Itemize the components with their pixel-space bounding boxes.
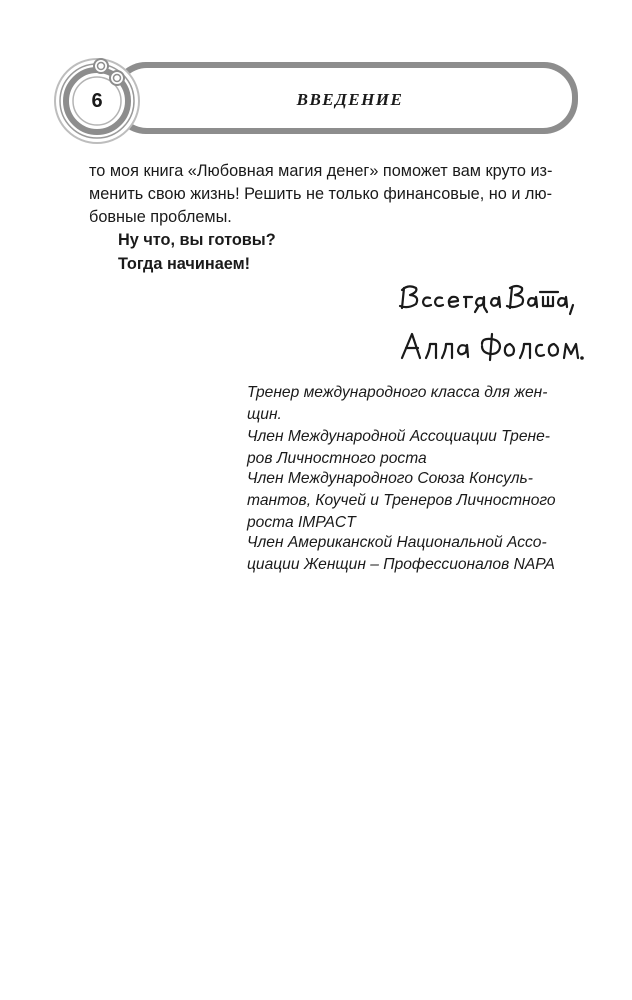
paragraph-line: бовные проблемы. bbox=[89, 208, 232, 226]
sig-stroke bbox=[536, 345, 544, 356]
credential-line: Член Международной Ассоциации Трене- bbox=[247, 428, 550, 445]
call-line: Тогда начинаем! bbox=[118, 255, 251, 273]
sig-stroke bbox=[520, 344, 530, 358]
sig-stroke bbox=[549, 344, 558, 356]
handwritten-signature bbox=[380, 272, 585, 372]
credential-line: Член Международного Союза Консуль- bbox=[247, 470, 533, 487]
sig-stroke bbox=[540, 292, 558, 306]
sig-stroke bbox=[528, 297, 537, 307]
sig-stroke bbox=[426, 344, 436, 358]
sig-stroke bbox=[558, 297, 567, 307]
sig-stroke bbox=[400, 286, 417, 308]
credential-line: ров Личностного роста bbox=[247, 450, 427, 467]
sig-stroke bbox=[570, 305, 573, 314]
credential-item bbox=[247, 532, 587, 576]
sig-stroke bbox=[505, 344, 514, 356]
page-number: 6 bbox=[91, 90, 103, 112]
small-circle-2 bbox=[110, 71, 124, 85]
sig-stroke bbox=[442, 344, 452, 358]
credential-item bbox=[247, 468, 587, 534]
sig-stroke bbox=[402, 334, 420, 358]
paragraph-line: то моя книга «Любовная магия денег» поможет вам круто из- bbox=[89, 162, 553, 180]
sig-stroke bbox=[423, 298, 431, 307]
credential-line: Член Американской Национальной Ассо- bbox=[247, 534, 547, 551]
sig-stroke bbox=[449, 297, 458, 307]
question-line: Ну что, вы готовы? bbox=[118, 231, 276, 249]
credential-line: тантов, Коучей и Тренеров Личностного bbox=[247, 492, 556, 509]
sig-stroke bbox=[482, 334, 500, 360]
sig-period bbox=[580, 356, 584, 360]
paragraph-line: менить свою жизнь! Решить не только финансовые, но и лю- bbox=[89, 185, 553, 203]
credential-line: циации Женщин – Профессионалов NAPA bbox=[247, 556, 555, 573]
chapter-title: ВВЕДЕНИЕ bbox=[296, 90, 404, 109]
chapter-header-graphic bbox=[0, 0, 632, 150]
sig-stroke bbox=[475, 297, 487, 312]
small-circle-1 bbox=[94, 59, 108, 73]
credential-item bbox=[247, 382, 587, 426]
sig-stroke bbox=[458, 345, 468, 357]
body-paragraph bbox=[89, 160, 587, 229]
sig-stroke bbox=[507, 286, 523, 308]
credential-line: щин. bbox=[247, 406, 282, 423]
credential-line: Тренер международного класса для жен- bbox=[247, 384, 548, 401]
credential-line: роста IMPACT bbox=[247, 514, 356, 531]
sig-stroke bbox=[564, 344, 578, 358]
credential-item bbox=[247, 426, 587, 470]
sig-stroke bbox=[491, 297, 500, 307]
sig-stroke bbox=[435, 298, 443, 307]
sig-stroke bbox=[464, 297, 472, 307]
